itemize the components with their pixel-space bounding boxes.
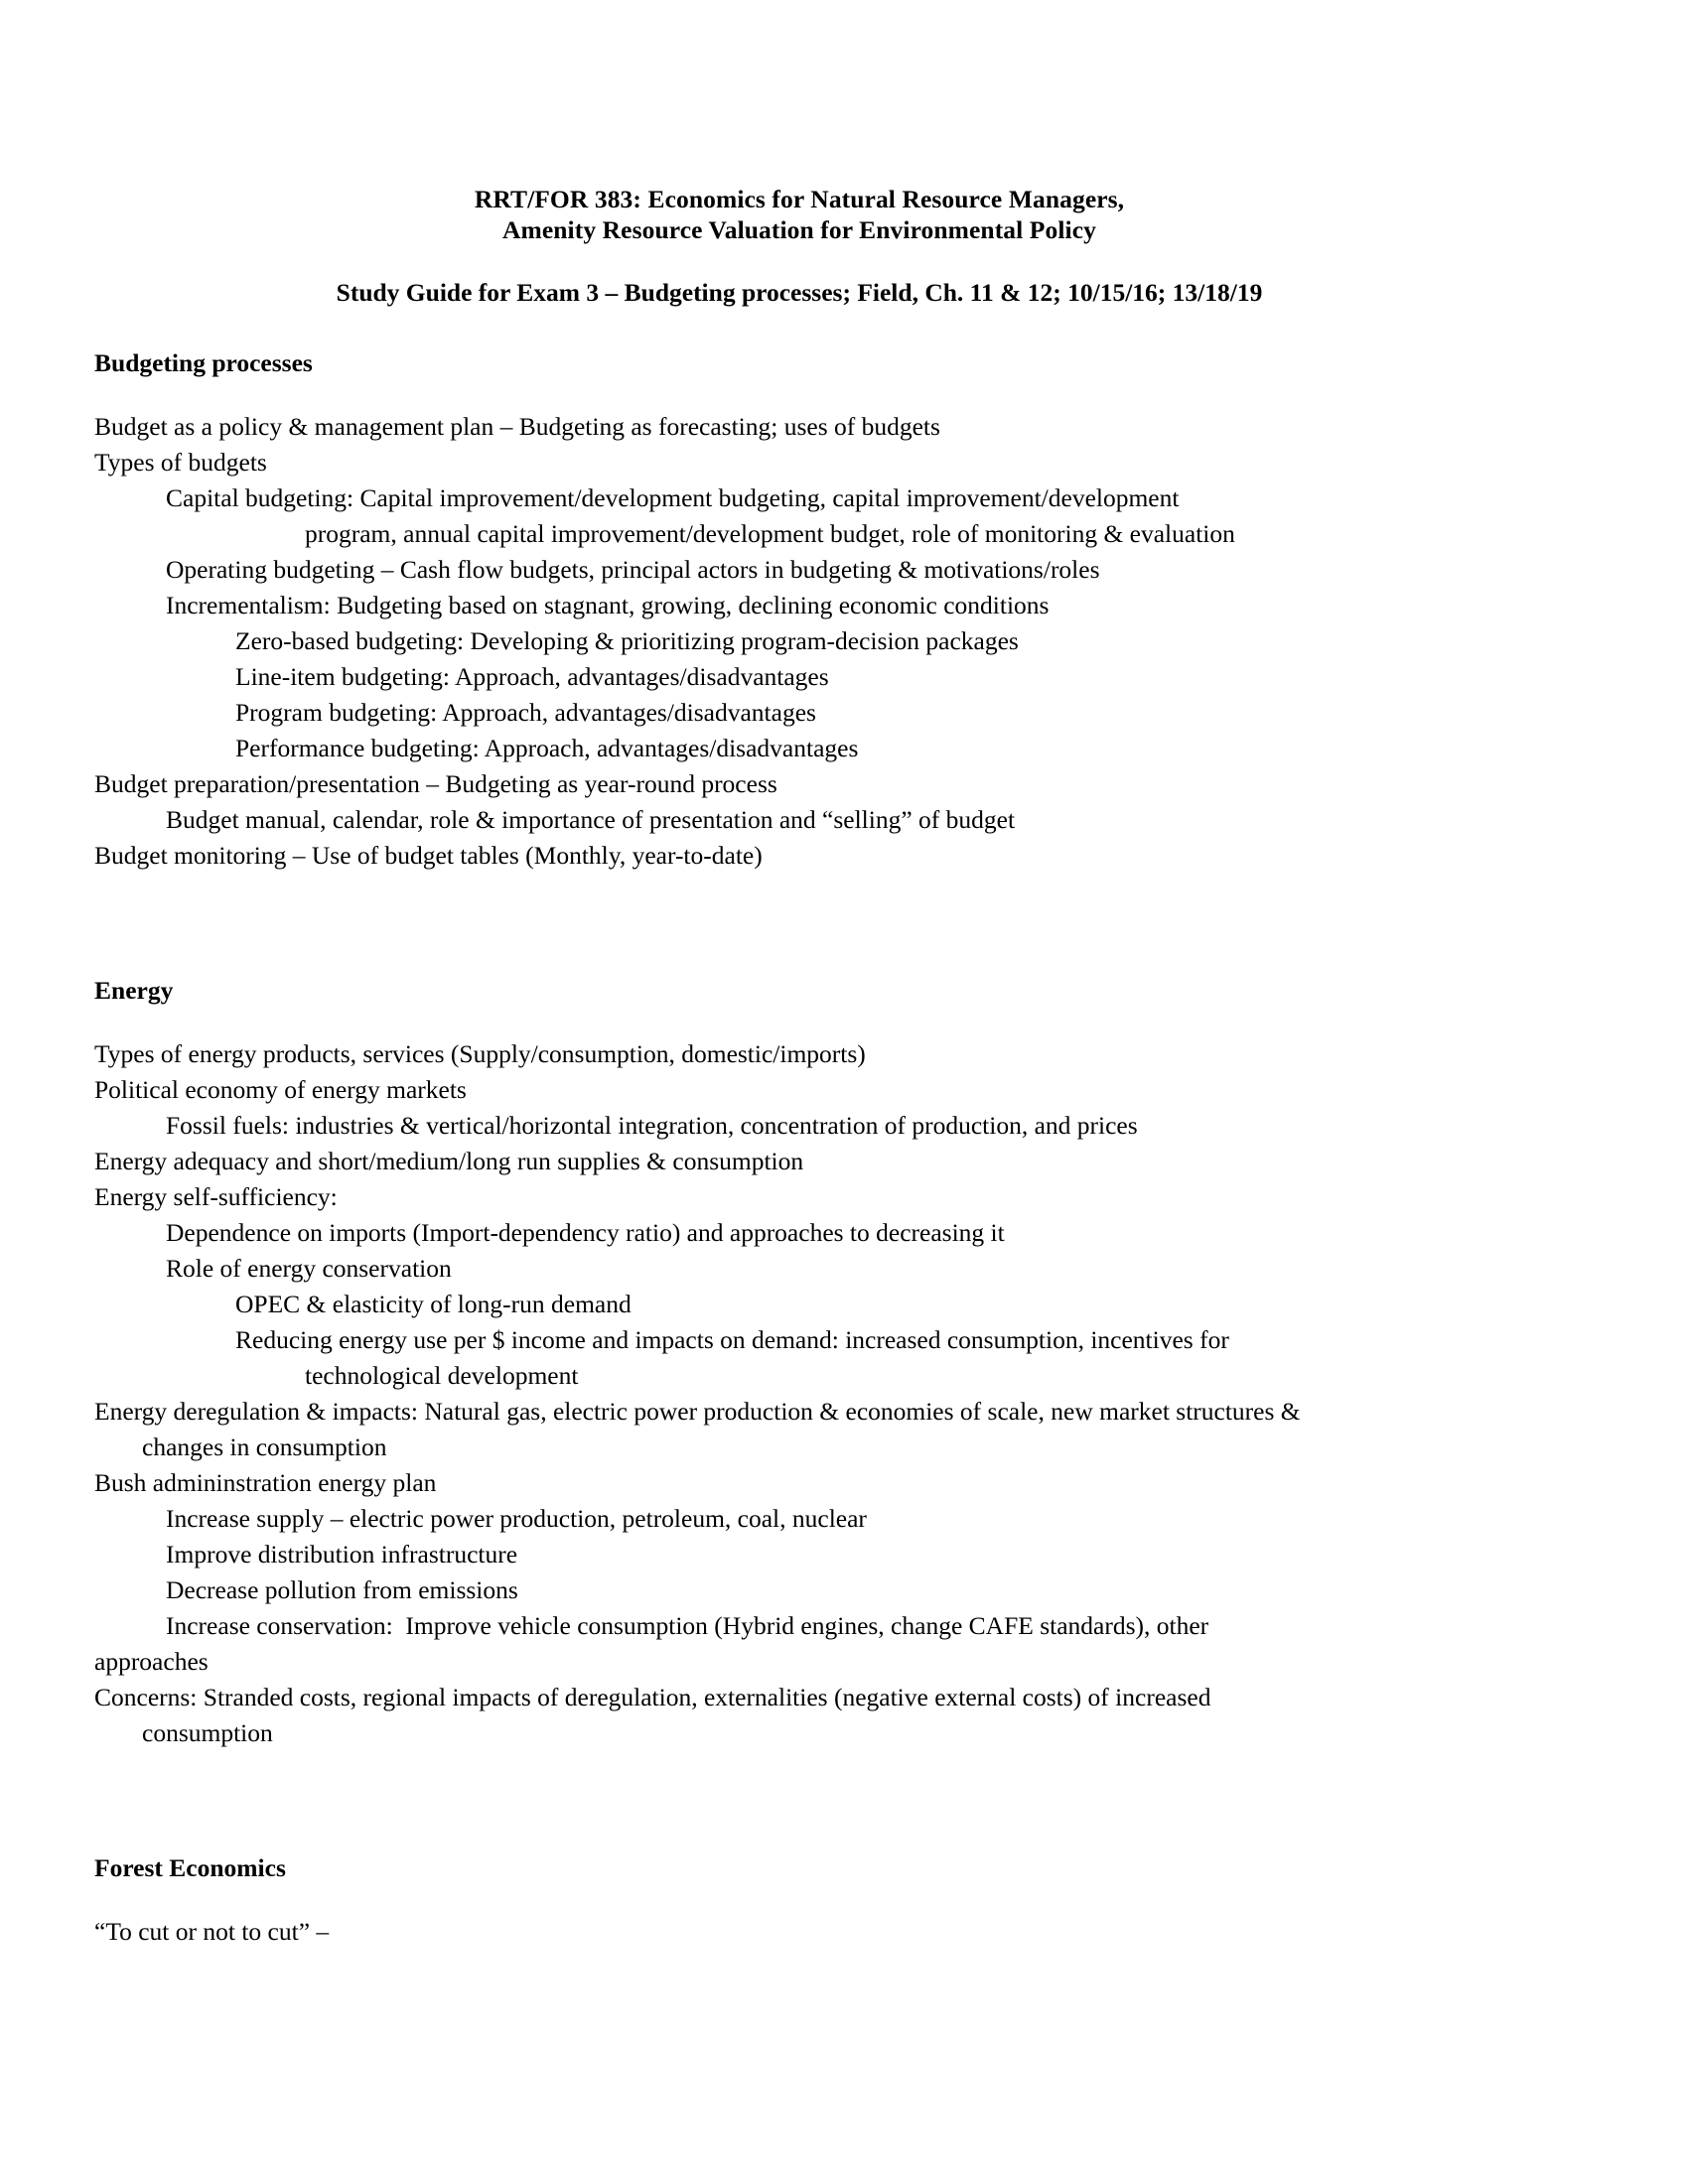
budgeting-line-12: Budget manual, calendar, role & importance of presentation and “selling” of budget — [166, 805, 1016, 834]
spacer — [94, 1883, 1504, 1914]
energy-line-1: Types of energy products, services (Supply/consumption, domestic/imports) — [94, 1039, 866, 1068]
energy-line-16: Decrease pollution from emissions — [166, 1575, 518, 1604]
section-heading-forest: Forest Economics — [94, 1853, 286, 1882]
budgeting-line-7: Zero-based budgeting: Developing & prioritizing program-decision packages — [235, 626, 1019, 655]
energy-line-14: Increase supply – electric power production, petroleum, coal, nuclear — [166, 1504, 867, 1533]
budgeting-line-13: Budget monitoring – Use of budget tables (Monthly, year-to-date) — [94, 841, 763, 870]
energy-line-17: Increase conservation: Improve vehicle consumption (Hybrid engines, change CAFE standards), other — [166, 1611, 1209, 1640]
section-heading-energy: Energy — [94, 976, 174, 1005]
energy-line-6: Dependence on imports (Import-dependency ratio) and approaches to decreasing it — [166, 1218, 1005, 1247]
document-title-line-2: Amenity Resource Valuation for Environmental Policy — [502, 215, 1096, 244]
energy-line-12: changes in consumption — [142, 1433, 387, 1461]
section-heading-budgeting: Budgeting processes — [94, 348, 313, 377]
budgeting-line-3: Capital budgeting: Capital improvement/development budgeting, capital improvement/development — [166, 483, 1180, 512]
energy-line-8: OPEC & elasticity of long-run demand — [235, 1290, 632, 1318]
energy-line-7: Role of energy conservation — [166, 1254, 452, 1283]
budgeting-line-9: Program budgeting: Approach, advantages/disadvantages — [235, 698, 816, 727]
energy-line-2: Political economy of energy markets — [94, 1075, 467, 1104]
energy-line-9: Reducing energy use per $ income and impacts on demand: increased consumption, incentives for — [235, 1325, 1229, 1354]
energy-line-20: consumption — [142, 1718, 273, 1747]
budgeting-line-11: Budget preparation/presentation – Budgeting as year-round process — [94, 769, 777, 798]
spacer — [94, 1751, 1504, 1813]
energy-line-10: technological development — [305, 1361, 579, 1390]
energy-line-5: Energy self-sufficiency: — [94, 1182, 338, 1211]
budgeting-line-10: Performance budgeting: Approach, advantages/disadvantages — [235, 734, 859, 762]
budgeting-line-4: program, annual capital improvement/development budget, role of monitoring & evaluation — [305, 519, 1235, 548]
spacer — [94, 378, 1504, 409]
document-subtitle: Study Guide for Exam 3 – Budgeting processes; Field, Ch. 11 & 12; 10/15/16; 13/18/19 — [336, 278, 1263, 307]
budgeting-line-2: Types of budgets — [94, 448, 267, 477]
spacer — [94, 874, 1504, 935]
document-title-line-1: RRT/FOR 383: Economics for Natural Resource Managers, — [474, 185, 1125, 213]
budgeting-line-6: Incrementalism: Budgeting based on stagnant, growing, declining economic conditions — [166, 591, 1050, 619]
energy-line-3: Fossil fuels: industries & vertical/horizontal integration, concentration of production, and prices — [166, 1111, 1138, 1140]
budgeting-line-8: Line-item budgeting: Approach, advantages/disadvantages — [235, 662, 829, 691]
spacer — [94, 1006, 1504, 1036]
energy-line-15: Improve distribution infrastructure — [166, 1540, 518, 1569]
document-body — [94, 184, 1504, 1950]
energy-line-19: Concerns: Stranded costs, regional impacts of deregulation, externalities (negative external costs) of increased — [94, 1683, 1211, 1711]
energy-line-18: approaches — [94, 1647, 209, 1676]
budgeting-line-1: Budget as a policy & management plan – Budgeting as forecasting; uses of budgets — [94, 412, 940, 441]
forest-line-1: “To cut or not to cut” – — [94, 1917, 330, 1946]
energy-line-13: Bush admininstration energy plan — [94, 1468, 437, 1497]
energy-line-4: Energy adequacy and short/medium/long run supplies & consumption — [94, 1147, 804, 1175]
energy-line-11: Energy deregulation & impacts: Natural gas, electric power production & economies of scale, new market structures & — [94, 1397, 1301, 1426]
document-title — [94, 184, 1504, 245]
budgeting-line-5: Operating budgeting – Cash flow budgets, principal actors in budgeting & motivations/roles — [166, 555, 1100, 584]
